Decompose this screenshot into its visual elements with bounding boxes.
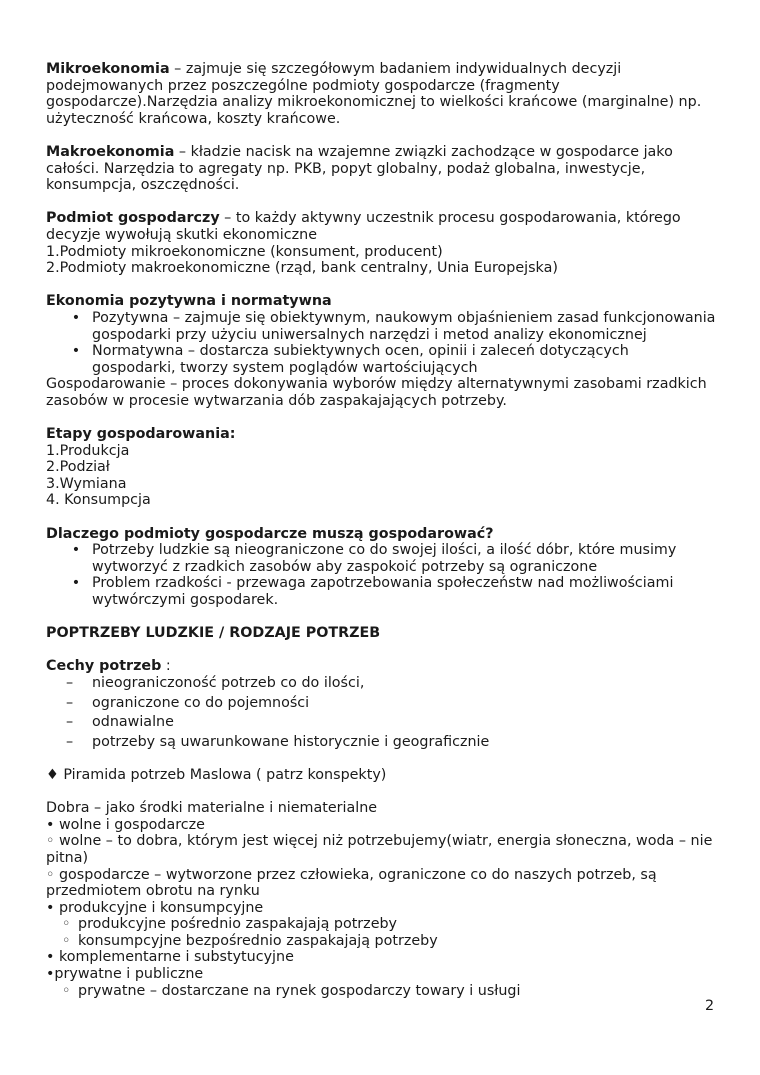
term-makroekonomia: Makroekonomia xyxy=(46,143,175,160)
bullet-item: • Normatywna – dostarcza subiektywnych ocen, opinii i zaleceń dotyczących gospodarki, tworzy system poglądów wartościujących xyxy=(46,343,716,376)
dash-icon: – xyxy=(66,733,74,750)
section-etapy xyxy=(46,426,716,509)
dash-icon: – xyxy=(66,694,74,711)
definition-podmiot: – to każdy aktywny uczestnik procesu gospodarowania, którego decyzje wywołują skutki ekonomiczne xyxy=(46,210,681,243)
dash-item: – ograniczone co do pojemności xyxy=(66,694,310,711)
circle-bullet-icon: ◦ xyxy=(62,916,71,933)
sub-item: ◦ prywatne – dostarczane na rynek gospodarczy towary i usługi xyxy=(62,982,521,999)
bullet-item: • Potrzeby ludzkie są nieograniczone co do swojej ilości, a ilość dóbr, które musimy wytworzyć z rzadkich zasobów aby zaspokoić potrzeby są ograniczone xyxy=(46,542,716,575)
dash-icon: – xyxy=(66,714,74,731)
dobra-prywatne-heading: •prywatne i publiczne xyxy=(46,966,204,983)
dobra-intro: Dobra – jako środki materialne i niematerialne xyxy=(46,800,378,817)
document-page xyxy=(46,61,716,999)
list-line: 4. Konsumpcja xyxy=(46,492,151,509)
dash-icon: – xyxy=(66,674,74,691)
circle-bullet-icon: ◦ xyxy=(62,982,71,999)
list-line: 1.Produkcja xyxy=(46,442,130,459)
dobra-komplementarne: • komplementarne i substytucyjne xyxy=(46,949,294,966)
bullet-item: • Pozytywna – zajmuje się obiektywnym, naukowym objaśnieniem zasad funkcjonowania gospodarki przy użyciu uniwersalnych narzędzi i metod analizy ekonomicznej xyxy=(46,310,716,343)
list-line: 2.Podział xyxy=(46,459,110,476)
bullet-icon: • xyxy=(71,575,81,592)
paragraph-mikroekonomia xyxy=(46,61,716,127)
dobra-gospodarcze: ◦ gospodarcze – wytworzone przez człowieka, ograniczone co do naszych potrzeb, są przedmiotem obrotu na rynku xyxy=(46,866,657,900)
section-cechy xyxy=(46,658,716,750)
heading-ekonomia: Ekonomia pozytywna i normatywna xyxy=(46,293,332,310)
dash-item: – odnawialne xyxy=(66,714,174,731)
list-line: 2.Podmioty makroekonomiczne (rząd, bank centralny, Unia Europejska) xyxy=(46,260,558,277)
paragraph-piramida: ♦ Piramida potrzeb Maslowa ( patrz konspekty) xyxy=(46,766,387,783)
definition-mikroekonomia: – zajmuje się szczegółowym badaniem indywidualnych decyzji podejmowanych przez poszczególne podmioty gospodarcze (fragmenty gospodarcze).Narzędzia analizy mikroekonomicznej to wielkości krańcowe (marginalne) np. użyteczność krańcowa, koszty krańcowe. xyxy=(46,61,702,127)
dobra-wolne-heading: • wolne i gospodarcze xyxy=(46,816,205,833)
section-ekonomia xyxy=(46,293,716,409)
section-podmiot xyxy=(46,210,716,276)
heading-dlaczego: Dlaczego podmioty gospodarcze muszą gospodarować? xyxy=(46,525,494,542)
dobra-produkcyjne-heading: • produkcyjne i konsumpcyjne xyxy=(46,899,264,916)
paragraph-podmiot xyxy=(46,210,716,243)
paragraph-gospodarowanie: Gospodarowanie – proces dokonywania wyborów między alternatywnymi zasobami rzadkich zasobów w procesie wytwarzania dób zaspakajających potrzeby. xyxy=(46,376,707,409)
list-line: 3.Wymiana xyxy=(46,475,127,492)
page-number: 2 xyxy=(705,998,715,1014)
term-mikroekonomia: Mikroekonomia xyxy=(46,61,170,77)
bullet-icon: • xyxy=(71,343,81,360)
dobra-wolne: ◦ wolne – to dobra, którym jest więcej niż potrzebujemy(wiatr, energia słoneczna, woda – nie pitna) xyxy=(46,833,713,866)
bullet-icon: • xyxy=(71,309,81,326)
bullet-icon: • xyxy=(71,542,81,559)
sub-item: ◦ produkcyjne pośrednio zaspakajają potrzeby xyxy=(62,916,398,933)
heading-cechy: Cechy potrzeb : xyxy=(46,658,171,675)
section-dlaczego xyxy=(46,526,716,609)
definition-makroekonomia: – kładzie nacisk na wzajemne związki zachodzące w gospodarce jako całości. Narzędzia to agregaty np. PKB, popyt globalny, podaż globalna, inwestycje, konsumpcja, oszczędności. xyxy=(46,143,673,194)
heading-potrzeby: POPTRZEBY LUDZKIE / RODZAJE POTRZEB xyxy=(46,625,381,642)
term-podmiot: Podmiot gospodarczy xyxy=(46,210,220,227)
paragraph-makroekonomia xyxy=(46,144,716,194)
sub-item: ◦ konsumpcyjne bezpośrednio zaspakajają potrzeby xyxy=(62,932,438,949)
dash-item: – nieograniczoność potrzeb co do ilości, xyxy=(66,674,365,691)
heading-etapy: Etapy gospodarowania: xyxy=(46,426,236,443)
list-line: 1.Podmioty mikroekonomiczne (konsument, producent) xyxy=(46,243,443,260)
bullet-item: • Problem rzadkości - przewaga zapotrzebowania społeczeństw nad możliwościami wytwórczymi gospodarek. xyxy=(46,575,716,608)
section-dobra xyxy=(46,800,716,999)
circle-bullet-icon: ◦ xyxy=(62,932,71,949)
dash-item: – potrzeby są uwarunkowane historycznie i geograficznie xyxy=(66,733,490,750)
